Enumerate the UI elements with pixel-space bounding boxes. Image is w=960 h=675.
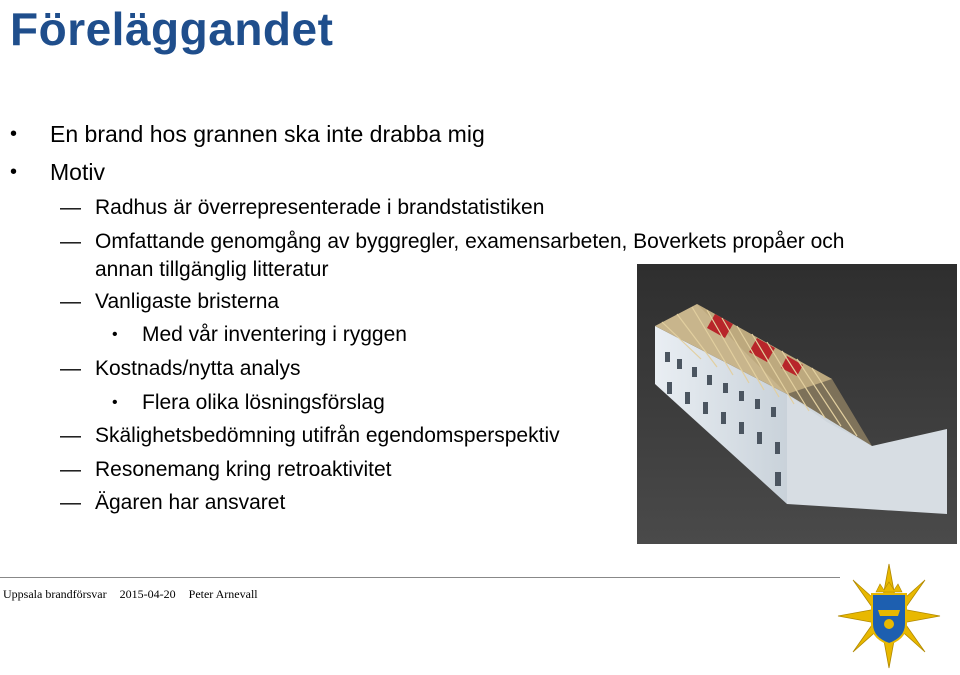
dash-text-continued: annan tillgänglig litteratur xyxy=(95,258,329,281)
dash-marker: — xyxy=(60,230,81,253)
dash-marker: — xyxy=(60,290,81,313)
footer-divider xyxy=(0,577,840,578)
sub-bullet-text: Med vår inventering i ryggen xyxy=(142,323,407,346)
dash-marker: — xyxy=(60,424,81,447)
footer-organization: Uppsala brandförsvar xyxy=(3,587,107,601)
star-emblem-icon xyxy=(836,562,942,670)
footer-date: 2015-04-20 xyxy=(119,587,176,601)
row-house-illustration xyxy=(637,264,957,544)
dash-text: Radhus är överrepresenterade i brandstatistiken xyxy=(95,196,545,219)
dash-marker: — xyxy=(60,196,81,219)
dash-marker: — xyxy=(60,458,81,481)
footer-author: Peter Arnevall xyxy=(188,587,258,601)
sub-bullet-text: Flera olika lösningsförslag xyxy=(142,391,385,414)
slide-title: Föreläggandet xyxy=(10,3,334,55)
sub-bullet-marker: • xyxy=(112,394,118,411)
bullet-marker: • xyxy=(10,123,18,145)
dash-text: Omfattande genomgång av byggregler, examensarbeten, Boverkets propåer och xyxy=(95,230,845,253)
bullet-text: En brand hos grannen ska inte drabba mig xyxy=(50,121,485,147)
dash-text: Ägaren har ansvaret xyxy=(95,491,286,514)
sub-bullet-marker: • xyxy=(112,326,118,343)
dash-marker: — xyxy=(60,357,81,380)
dash-marker: — xyxy=(60,491,81,514)
dash-text: Vanligaste bristerna xyxy=(95,290,280,313)
dash-text: Skälighetsbedömning utifrån egendomsperspektiv xyxy=(95,424,560,447)
bullet-text: Motiv xyxy=(50,159,105,185)
footer xyxy=(3,587,268,602)
row-house-graphic xyxy=(637,264,957,544)
fire-department-emblem xyxy=(836,562,942,670)
dash-text: Kostnads/nytta analys xyxy=(95,357,301,380)
bullet-marker: • xyxy=(10,161,18,183)
dash-text: Resonemang kring retroaktivitet xyxy=(95,458,392,481)
